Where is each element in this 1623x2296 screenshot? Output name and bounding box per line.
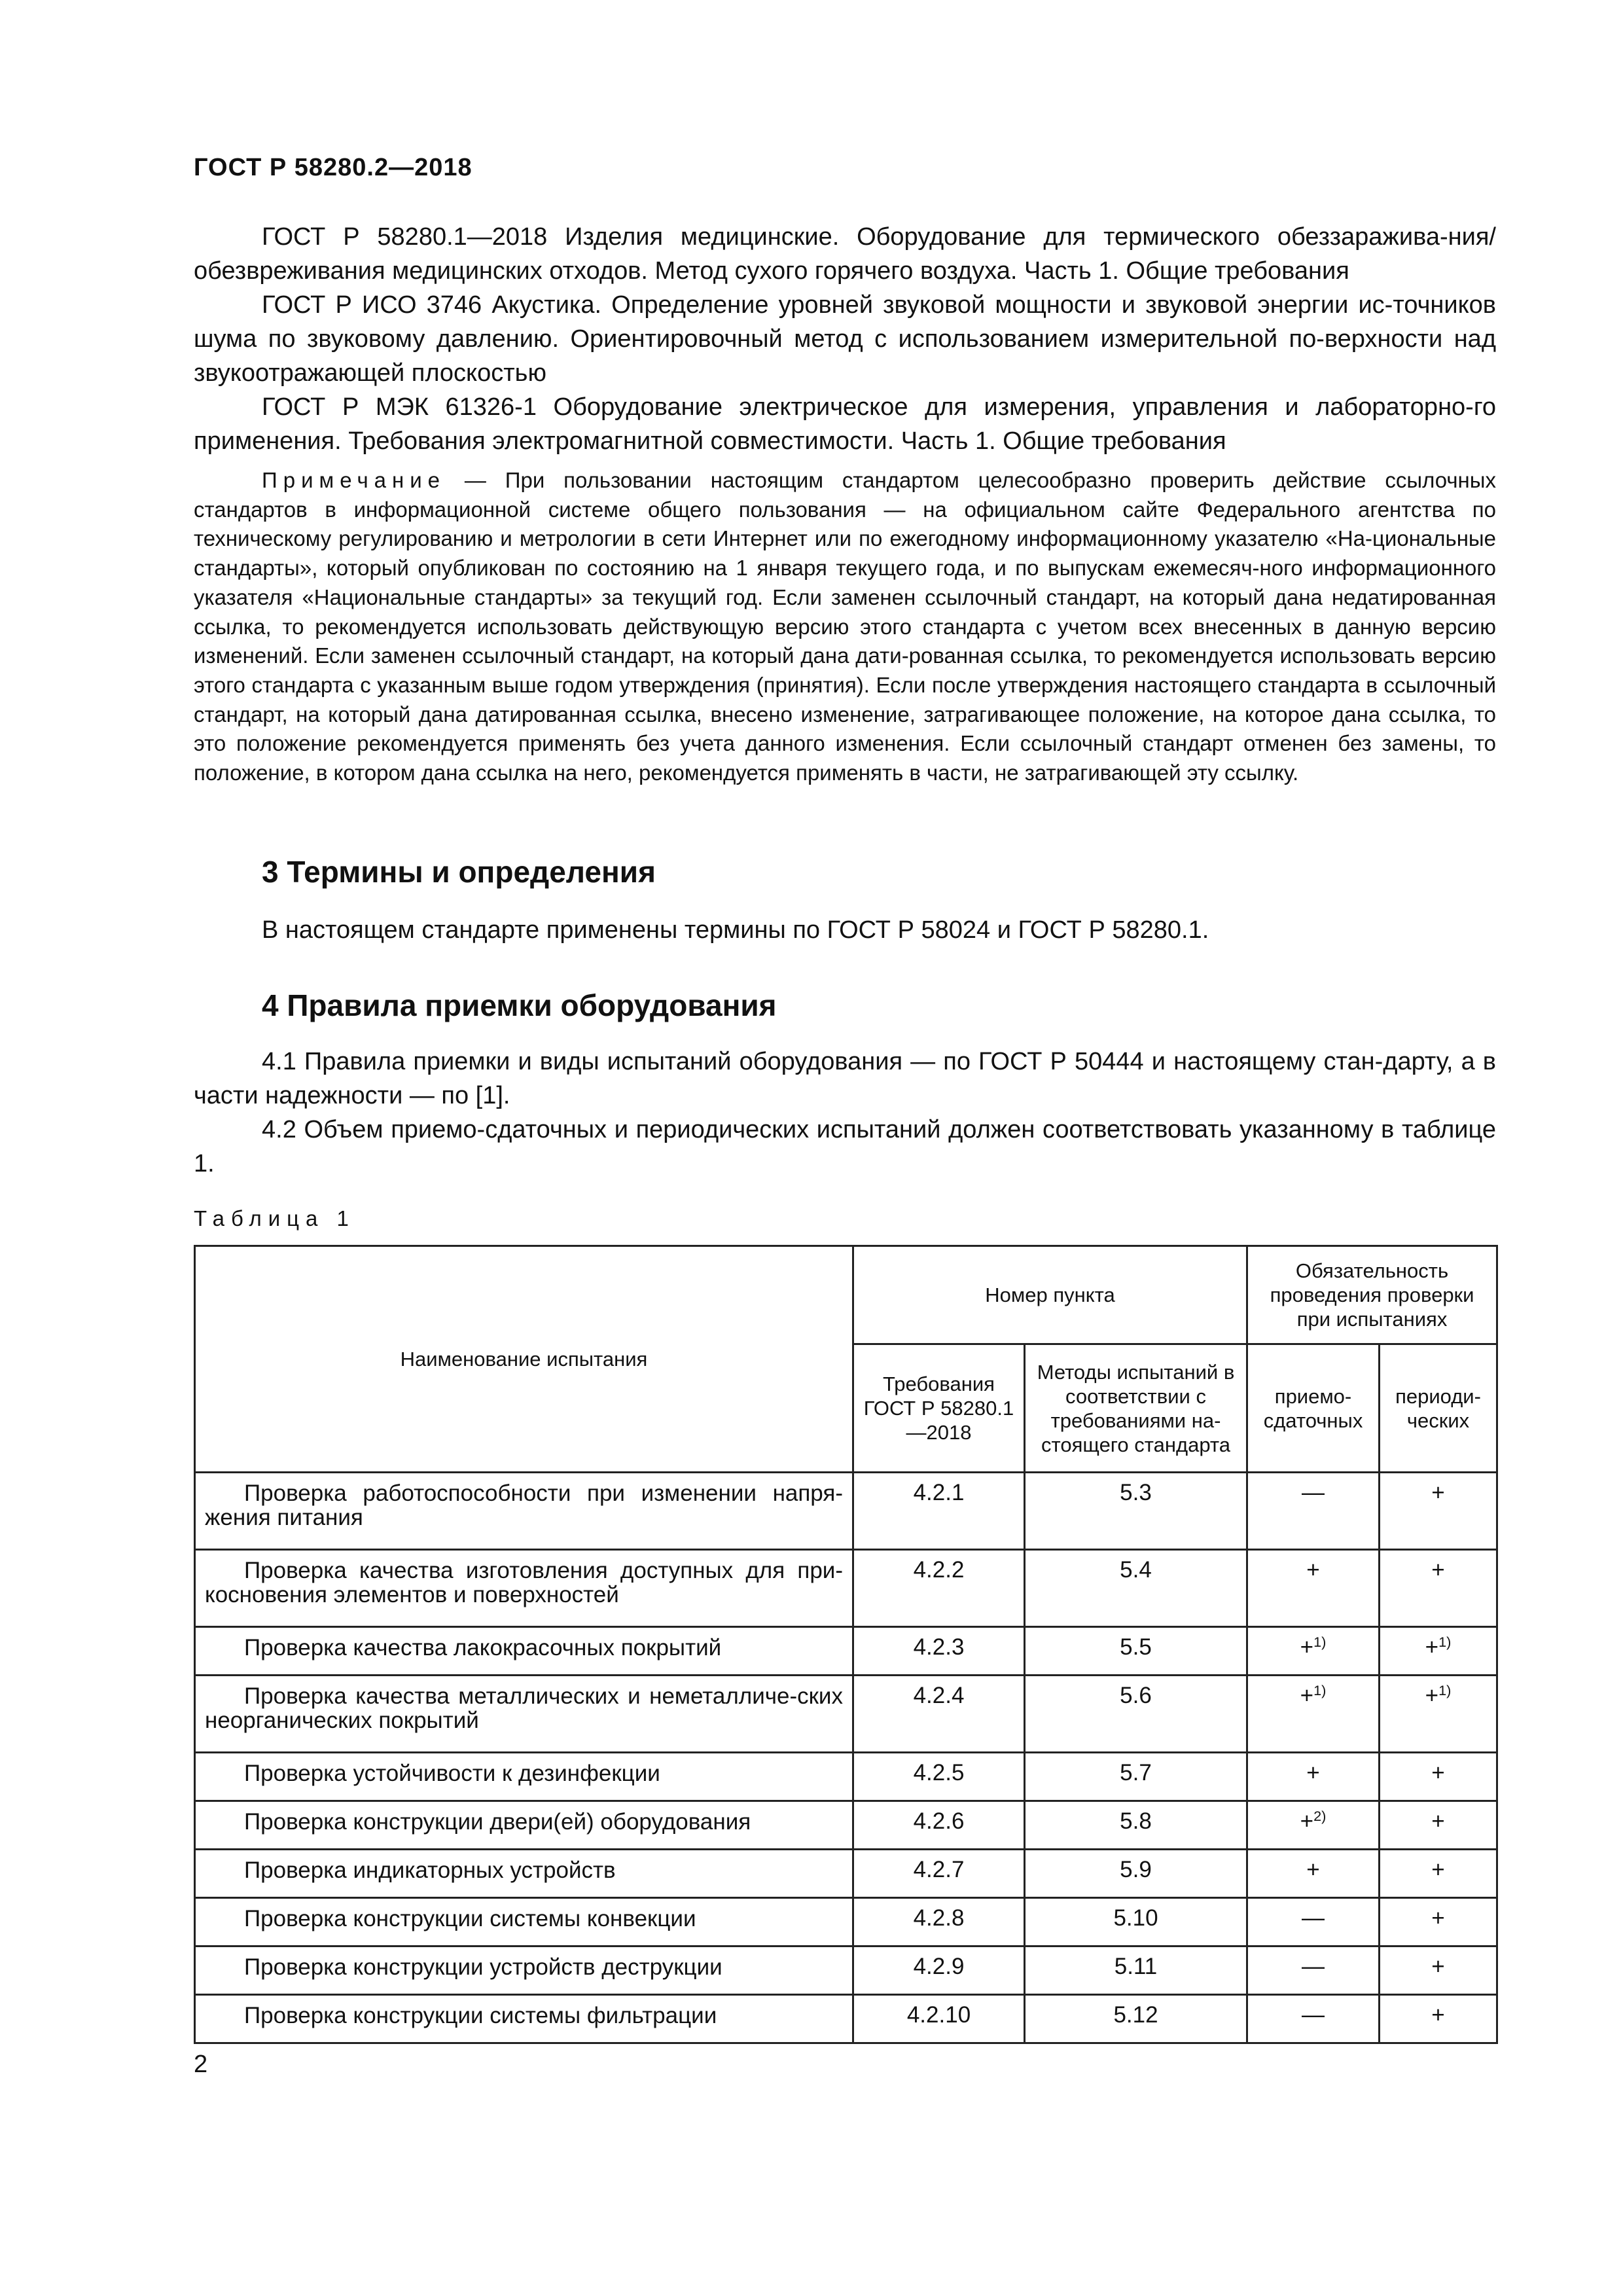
requirement-clause-cell: 4.2.9 bbox=[853, 1946, 1025, 1995]
table-caption: Таблица 1 bbox=[194, 1206, 355, 1230]
table-row bbox=[195, 1550, 1497, 1627]
acceptance-cell bbox=[1247, 1676, 1380, 1753]
mark-value: + bbox=[1431, 1760, 1445, 1785]
acceptance-cell bbox=[1247, 1627, 1380, 1676]
method-clause-cell: 5.12 bbox=[1025, 1995, 1247, 2043]
method-clause-cell: 5.6 bbox=[1025, 1676, 1247, 1753]
mark-value: — bbox=[1302, 2002, 1325, 2028]
reference-gost-iec-61326-1: ГОСТ Р МЭК 61326-1 Оборудование электрическое для измерения, управления и лабораторно-го применения. Требования электромагнитной совместимости. Часть 1. Общие требования bbox=[194, 393, 1496, 455]
method-clause-cell: 5.4 bbox=[1025, 1550, 1247, 1627]
table-row bbox=[195, 1676, 1497, 1753]
header-acceptance: приемо-сдаточных bbox=[1247, 1344, 1380, 1473]
acceptance-cell bbox=[1247, 1550, 1380, 1627]
method-clause-cell: 5.8 bbox=[1025, 1801, 1247, 1850]
requirement-clause-cell: 4.2.2 bbox=[853, 1550, 1025, 1627]
periodic-cell bbox=[1380, 1676, 1497, 1753]
mark-value: + bbox=[1306, 1857, 1320, 1882]
requirement-clause-cell: 4.2.4 bbox=[853, 1676, 1025, 1753]
requirement-clause-cell: 4.2.8 bbox=[853, 1898, 1025, 1946]
method-clause-cell: 5.9 bbox=[1025, 1850, 1247, 1898]
test-name-cell: Проверка конструкции двери(ей) оборудования bbox=[195, 1801, 853, 1850]
footnote-ref: 1) bbox=[1438, 1682, 1452, 1699]
test-name-cell: Проверка качества изготовления доступных для при-косновения элементов и поверхностей bbox=[195, 1550, 853, 1627]
method-clause-cell: 5.10 bbox=[1025, 1898, 1247, 1946]
table-row bbox=[195, 1995, 1497, 2043]
periodic-cell bbox=[1380, 1898, 1497, 1946]
note-label: Примечание bbox=[262, 468, 446, 492]
table-body bbox=[195, 1473, 1497, 2043]
table-row bbox=[195, 1850, 1497, 1898]
method-clause-cell: 5.11 bbox=[1025, 1946, 1247, 1995]
table-row bbox=[195, 1473, 1497, 1550]
acceptance-cell bbox=[1247, 1801, 1380, 1850]
clause-4-2: 4.2 Объем приемо-сдаточных и периодических испытаний должен соответствовать указанному в таблице 1. bbox=[194, 1116, 1496, 1177]
header-requirements: Требования ГОСТ Р 58280.1—2018 bbox=[853, 1344, 1025, 1473]
periodic-cell bbox=[1380, 1801, 1497, 1850]
note-paragraph bbox=[194, 466, 1496, 788]
method-clause-cell: 5.7 bbox=[1025, 1753, 1247, 1801]
periodic-cell bbox=[1380, 1753, 1497, 1801]
acceptance-cell bbox=[1247, 1753, 1380, 1801]
test-name-cell: Проверка конструкции устройств деструкции bbox=[195, 1946, 853, 1995]
requirement-clause-cell: 4.2.10 bbox=[853, 1995, 1025, 2043]
periodic-cell bbox=[1380, 1473, 1497, 1550]
acceptance-cell bbox=[1247, 1946, 1380, 1995]
tests-table bbox=[194, 1245, 1498, 2044]
mark-value: + bbox=[1431, 1557, 1445, 1583]
mark-value: + bbox=[1431, 1857, 1445, 1882]
periodic-cell bbox=[1380, 1627, 1497, 1676]
mark-value: + bbox=[1431, 2002, 1445, 2028]
mark-value: + bbox=[1425, 1634, 1439, 1660]
test-name-cell: Проверка работоспособности при изменении напря-жения питания bbox=[195, 1473, 853, 1550]
header-clause-number: Номер пункта bbox=[853, 1246, 1247, 1344]
clause-4-1: 4.1 Правила приемки и виды испытаний оборудования — по ГОСТ Р 50444 и настоящему стан-дарту, а в части надежности — по [1]. bbox=[194, 1048, 1496, 1109]
header-periodic: периоди-ческих bbox=[1380, 1344, 1497, 1473]
requirement-clause-cell: 4.2.1 bbox=[853, 1473, 1025, 1550]
periodic-cell bbox=[1380, 1550, 1497, 1627]
acceptance-cell bbox=[1247, 1898, 1380, 1946]
acceptance-cell bbox=[1247, 1995, 1380, 2043]
footnote-ref: 1) bbox=[1313, 1634, 1327, 1651]
section-3-text: В настоящем стандарте применены термины по ГОСТ Р 58024 и ГОСТ Р 58280.1. bbox=[262, 916, 1209, 944]
table-row bbox=[195, 1801, 1497, 1850]
table-row bbox=[195, 1946, 1497, 1995]
reference-gost-iso-3746: ГОСТ Р ИСО 3746 Акустика. Определение уровней звуковой мощности и звуковой энергии ис-точников шума по звуковому давлению. Ориентировочный метод с использованием измерительной по-верхности над звукоотражающей плоскостью bbox=[194, 291, 1496, 387]
document-header: ГОСТ Р 58280.2—2018 bbox=[194, 154, 473, 181]
mark-value: + bbox=[1431, 1954, 1445, 1979]
mark-value: — bbox=[1302, 1480, 1325, 1505]
mark-value: + bbox=[1431, 1905, 1445, 1931]
mark-value: + bbox=[1425, 1683, 1439, 1708]
method-clause-cell: 5.5 bbox=[1025, 1627, 1247, 1676]
mark-value: + bbox=[1300, 1808, 1314, 1834]
mark-value: + bbox=[1300, 1634, 1314, 1660]
test-name-cell: Проверка качества лакокрасочных покрытий bbox=[195, 1627, 853, 1676]
section-3-title: 3 Термины и определения bbox=[262, 855, 656, 889]
requirement-clause-cell: 4.2.6 bbox=[853, 1801, 1025, 1850]
test-name-cell: Проверка конструкции системы конвекции bbox=[195, 1898, 853, 1946]
requirement-clause-cell: 4.2.5 bbox=[853, 1753, 1025, 1801]
test-name-cell: Проверка индикаторных устройств bbox=[195, 1850, 853, 1898]
mark-value: + bbox=[1431, 1480, 1445, 1505]
footnote-ref: 2) bbox=[1313, 1808, 1327, 1825]
footnote-ref: 1) bbox=[1438, 1634, 1452, 1651]
mark-value: + bbox=[1306, 1760, 1320, 1785]
requirement-clause-cell: 4.2.3 bbox=[853, 1627, 1025, 1676]
acceptance-cell bbox=[1247, 1850, 1380, 1898]
test-name-cell: Проверка устойчивости к дезинфекции bbox=[195, 1753, 853, 1801]
section-4-title: 4 Правила приемки оборудования bbox=[262, 988, 777, 1022]
table-row bbox=[195, 1627, 1497, 1676]
acceptance-cell bbox=[1247, 1473, 1380, 1550]
periodic-cell bbox=[1380, 1850, 1497, 1898]
header-mandatory: Обязательность проведения проверки при испытаниях bbox=[1247, 1246, 1497, 1344]
test-name-cell: Проверка качества металлических и неметалличе-ских неорганических покрытий bbox=[195, 1676, 853, 1753]
mark-value: + bbox=[1431, 1808, 1445, 1834]
footnote-ref: 1) bbox=[1313, 1682, 1327, 1699]
mark-value: — bbox=[1302, 1954, 1325, 1979]
note-text: — При пользовании настоящим стандартом целесообразно проверить действие ссылочных стандартов в информационной системе общего пользования — на официальном сайте Федерального агентства по техническому регулированию и метрологии в сети Интернет или по ежегодному информационному указателю «На-циональные стандарты», который опубликован по состоянию на 1 января текущего года, и по выпускам ежемесяч-ного информационного указателя «Национальные стандарты» за текущий год. Если заменен ссылочный стандарт, на который дана недатированная ссылка, то рекомендуется использовать действующую версию этого стандарта с учетом всех внесенных в данную версию изменений. Если заменен ссылочный стандарт, на который дана дати-рованная ссылка, то рекомендуется использовать версию этого стандарта с указанным выше годом утверждения (принятия). Если после утверждения настоящего стандарта в ссылочный стандарт, на который дана датированная ссылка, внесено изменение, затрагивающее положение, на которое дана ссылка, то это положение рекомендуется применять без учета данного изменения. Если ссылочный стандарт отменен без замены, то положение, в котором дана ссылка на него, рекомендуется применять в части, не затрагивающей эту ссылку. bbox=[194, 468, 1496, 785]
mark-value: + bbox=[1306, 1557, 1320, 1583]
reference-gost-58280-1: ГОСТ Р 58280.1—2018 Изделия медицинские. Оборудование для термического обеззаражива-ния/обезвреживания медицинских отходов. Метод сухого горячего воздуха. Часть 1. Общие требования bbox=[194, 223, 1496, 285]
requirement-clause-cell: 4.2.7 bbox=[853, 1850, 1025, 1898]
page-number: 2 bbox=[194, 2051, 208, 2078]
periodic-cell bbox=[1380, 1946, 1497, 1995]
mark-value: + bbox=[1300, 1683, 1314, 1708]
header-test-methods: Методы испытаний в соответствии с требованиями на-стоящего стандарта bbox=[1025, 1344, 1247, 1473]
mark-value: — bbox=[1302, 1905, 1325, 1931]
header-test-name: Наименование испытания bbox=[195, 1246, 853, 1473]
periodic-cell bbox=[1380, 1995, 1497, 2043]
table-row bbox=[195, 1753, 1497, 1801]
method-clause-cell: 5.3 bbox=[1025, 1473, 1247, 1550]
test-name-cell: Проверка конструкции системы фильтрации bbox=[195, 1995, 853, 2043]
table-row bbox=[195, 1898, 1497, 1946]
